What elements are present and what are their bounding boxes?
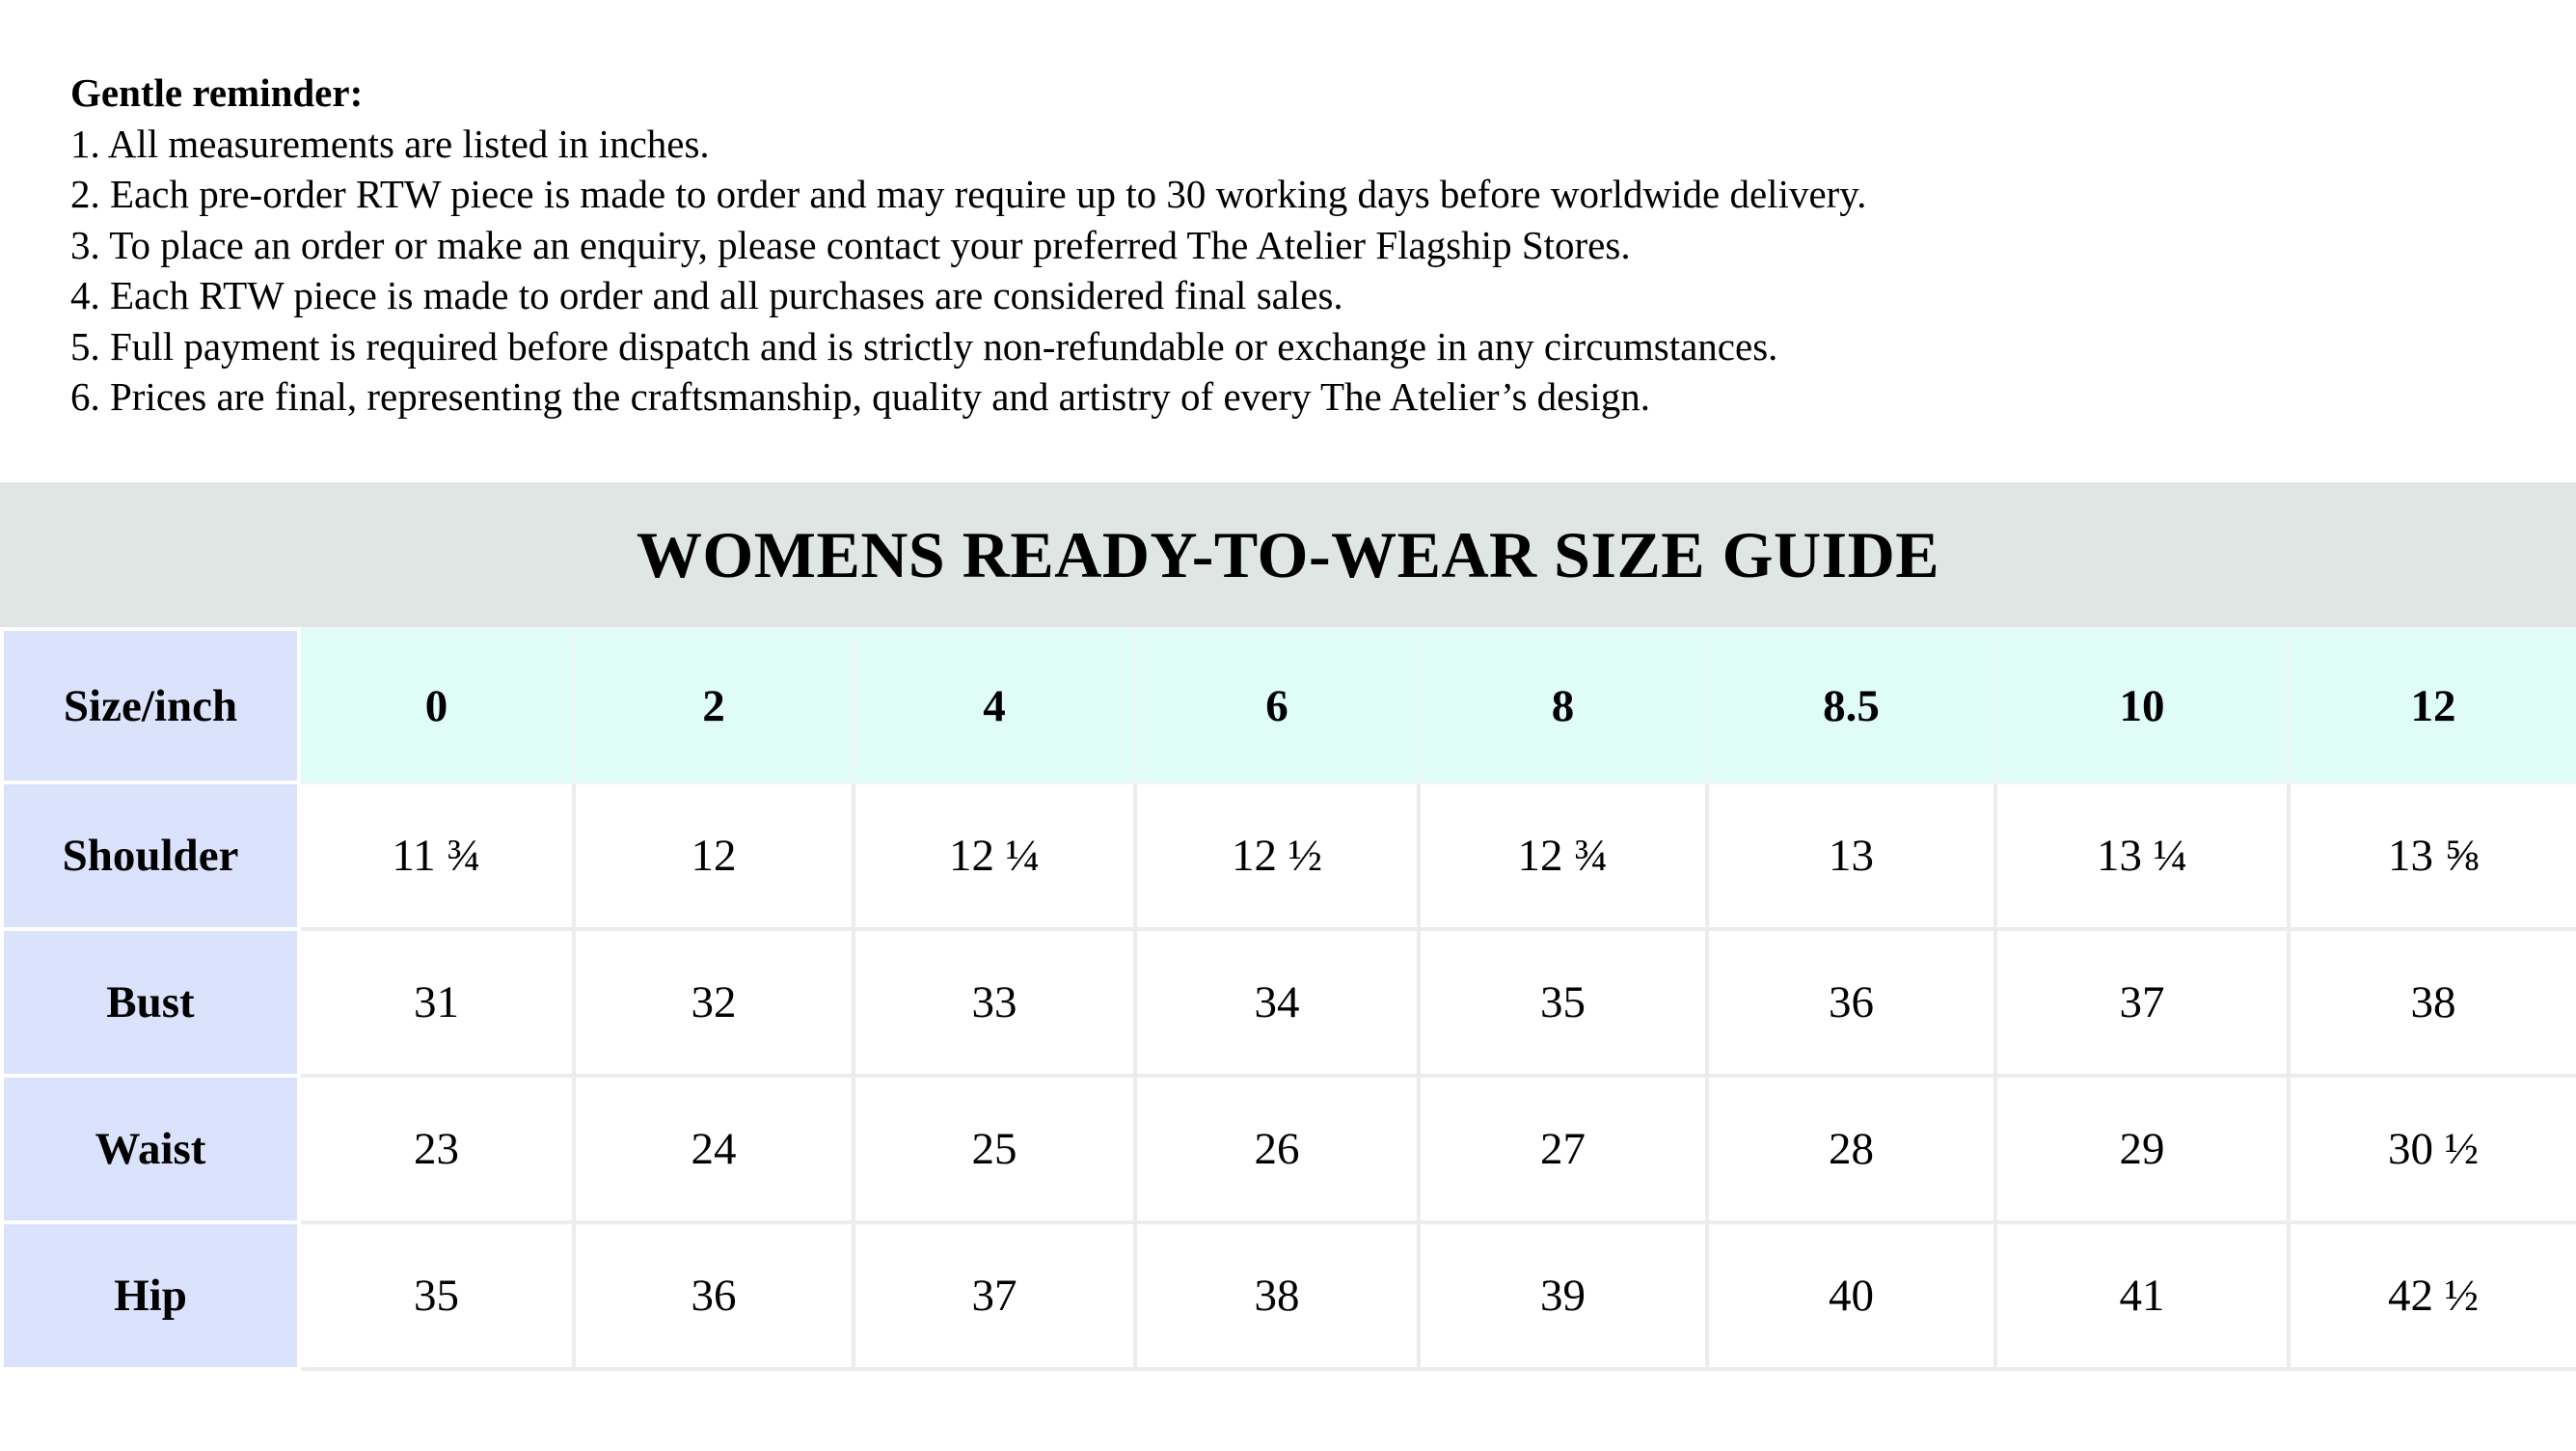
- measurement-value: 11 ¾: [299, 782, 574, 929]
- measurement-value: 13: [1707, 782, 1995, 929]
- size-header-cell: 8: [1419, 629, 1707, 782]
- size-header-cell: 2: [574, 629, 854, 782]
- size-header-cell: 12: [2289, 629, 2576, 782]
- measurement-value: 39: [1419, 1222, 1707, 1369]
- measurement-value: 30 ½: [2289, 1076, 2576, 1222]
- reminder-line: 2. Each pre-order RTW piece is made to order and may require up to 30 working days before worldwide delivery.: [70, 172, 1867, 216]
- gentle-reminder: [70, 68, 2501, 423]
- size-header-row: [2, 629, 2576, 782]
- size-guide-table: [0, 627, 2576, 1371]
- size-header-cell: 10: [1995, 629, 2289, 782]
- measurement-value: 12 ¾: [1419, 782, 1707, 929]
- measurement-row: [2, 1222, 2576, 1369]
- measurement-value: 38: [1135, 1222, 1419, 1369]
- measurement-row: [2, 1076, 2576, 1222]
- measurement-value: 12: [574, 782, 854, 929]
- title-band: [0, 482, 2576, 627]
- measurement-value: 13 ⅝: [2289, 782, 2576, 929]
- measurement-row: [2, 929, 2576, 1076]
- measurement-label: Waist: [2, 1076, 299, 1222]
- measurement-value: 26: [1135, 1076, 1419, 1222]
- measurement-value: 13 ¼: [1995, 782, 2289, 929]
- measurement-value: 29: [1995, 1076, 2289, 1222]
- measurement-value: 37: [1995, 929, 2289, 1076]
- measurement-row: [2, 782, 2576, 929]
- measurement-value: 23: [299, 1076, 574, 1222]
- measurement-label: Shoulder: [2, 782, 299, 929]
- measurement-value: 12 ½: [1135, 782, 1419, 929]
- measurement-label: Bust: [2, 929, 299, 1076]
- measurement-value: 32: [574, 929, 854, 1076]
- measurement-value: 25: [854, 1076, 1135, 1222]
- corner-label: Size/inch: [2, 629, 299, 782]
- reminder-line: 6. Prices are final, representing the craftsmanship, quality and artistry of every The Atelier’s design.: [70, 374, 1650, 419]
- reminder-line: 4. Each RTW piece is made to order and all purchases are considered final sales.: [70, 273, 1343, 317]
- measurement-value: 27: [1419, 1076, 1707, 1222]
- size-guide-title: WOMENS READY-TO-WEAR SIZE GUIDE: [636, 517, 1940, 591]
- measurement-value: 38: [2289, 929, 2576, 1076]
- measurement-value: 24: [574, 1076, 854, 1222]
- reminder-line: 1. All measurements are listed in inches.: [70, 121, 710, 166]
- size-header-cell: 8.5: [1707, 629, 1995, 782]
- size-header-cell: 6: [1135, 629, 1419, 782]
- size-header-cell: 4: [854, 629, 1135, 782]
- measurement-value: 28: [1707, 1076, 1995, 1222]
- measurement-value: 41: [1995, 1222, 2289, 1369]
- measurement-value: 12 ¼: [854, 782, 1135, 929]
- measurement-value: 42 ½: [2289, 1222, 2576, 1369]
- measurement-value: 36: [574, 1222, 854, 1369]
- measurement-value: 31: [299, 929, 574, 1076]
- measurement-value: 33: [854, 929, 1135, 1076]
- reminder-line: 3. To place an order or make an enquiry, please contact your preferred The Atelier Flagship Stores.: [70, 222, 1631, 267]
- measurement-label: Hip: [2, 1222, 299, 1369]
- measurement-value: 35: [299, 1222, 574, 1369]
- reminder-line: 5. Full payment is required before dispatch and is strictly non-refundable or exchange in any circumstances.: [70, 323, 1778, 369]
- size-header-cell: 0: [299, 629, 574, 782]
- measurement-value: 40: [1707, 1222, 1995, 1369]
- reminder-heading: Gentle reminder:: [70, 70, 364, 115]
- measurement-value: 37: [854, 1222, 1135, 1369]
- measurement-value: 34: [1135, 929, 1419, 1076]
- measurement-value: 36: [1707, 929, 1995, 1076]
- measurement-value: 35: [1419, 929, 1707, 1076]
